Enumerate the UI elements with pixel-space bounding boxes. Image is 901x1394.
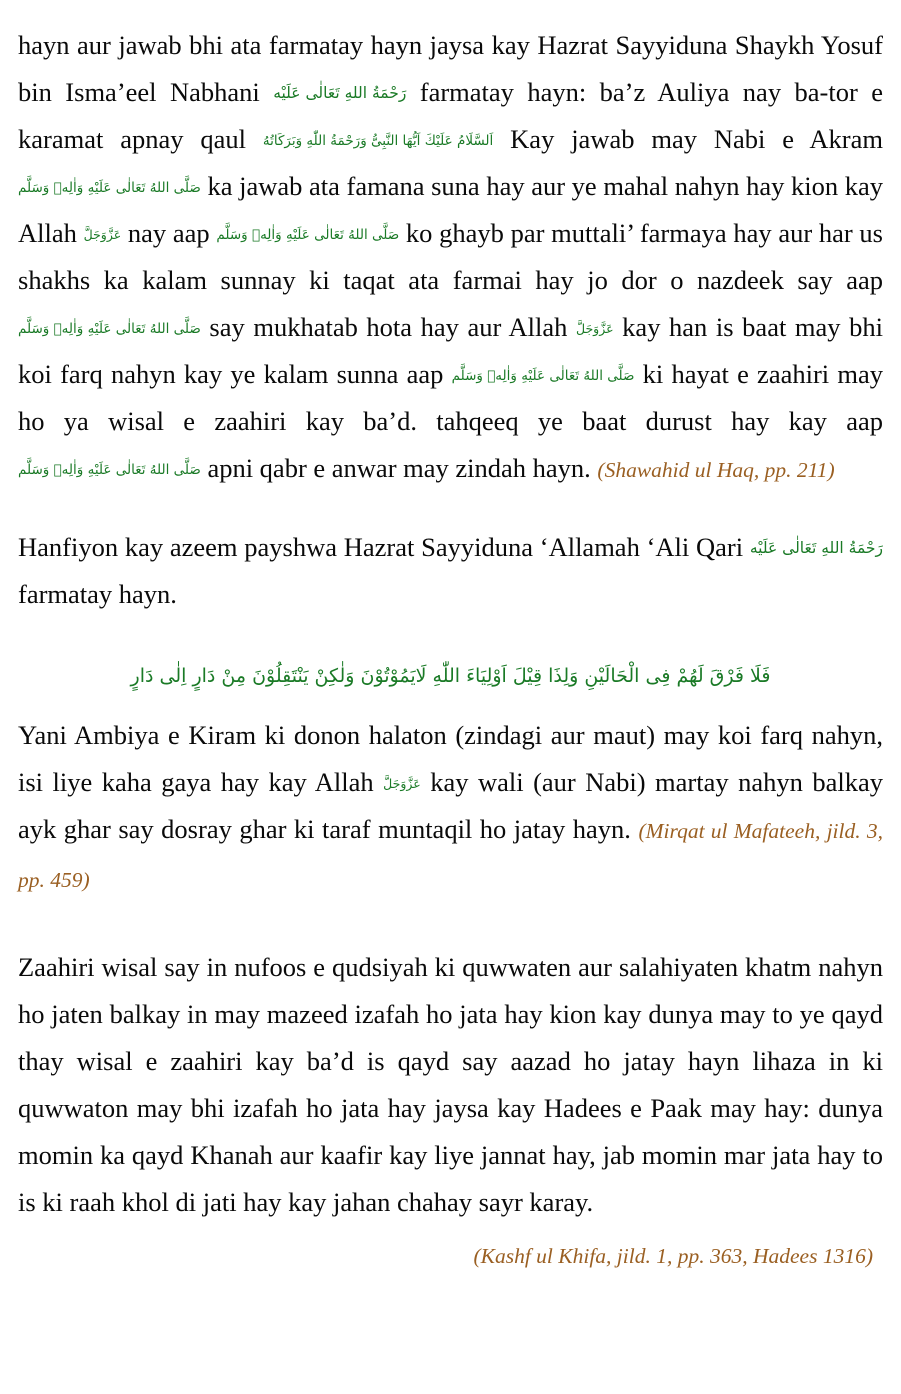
- p1-segment-1: hayn aur jawab bhi ata farmatay hayn jaysa kay Hazrat Sayyiduna Shaykh Yosuf bin Isma’eel Nabhani: [18, 30, 883, 107]
- citation-kashf-ul-khifa: (Kashf ul Khifa, jild. 1, pp. 363, Hadees 1316): [473, 1244, 873, 1269]
- honorific-azzawajal-icon-3: عَزَّوَجَلَّ: [383, 776, 421, 792]
- p1-segment-7: say mukhatab hota hay aur Allah: [200, 312, 576, 342]
- citation-mirqat-ul-mafateeh: (Mirqat ul Mafateeh, jild. 3, pp. 459): [18, 819, 884, 893]
- honorific-sallallahu-icon-3: صَلَّی اللهُ تَعَالٰی عَلَیْهِ وَاٰلِهٖ وَسَلَّم: [18, 321, 201, 337]
- paragraph-gap-3: [18, 694, 883, 712]
- p1-segment-4: ka jawab ata famana suna hay aur ye mahal nahyn hay kion kay Allah: [18, 171, 883, 248]
- paragraph-three: [18, 712, 883, 904]
- p1-segment-2: farmatay hayn: ba’z Auliya nay ba-tor e karamat apnay qaul: [18, 77, 883, 154]
- paragraph-gap-4: [18, 904, 883, 944]
- honorific-azzawajal-icon-2: عَزَّوَجَلَّ: [575, 321, 614, 336]
- p2-segment-2: farmatay hayn.: [18, 579, 177, 609]
- paragraph-four: Zaahiri wisal say in nufoos e qudsiyah ki quwwaten aur salahiyaten khatm nahyn ho jaten balkay in may mazeed izafah ho jata hay kion kay dunya may to ye qayd thay wisal e zaahiri kay ba’d is qayd say aazad ho jatay hayn lihaza in ki quwwaton may bhi izafah ho jata hay jaysa kay Hadees e Paak may hay: dunya momin ka qayd Khanah aur kaafir kay liye jannat hay, jab momin mar jata hay to is ki raah khol di jati hay kay jahan chahay sayr karay.: [18, 952, 883, 1218]
- honorific-sallallahu-icon-5: صَلَّی اللهُ تَعَالٰی عَلَیْهِ وَاٰلِهٖ وَسَلَّم: [18, 462, 201, 478]
- paragraph-gap-1: [18, 494, 883, 524]
- citation-shawahid-ul-haq: (Shawahid ul Haq, pp. 211): [597, 458, 835, 482]
- honorific-sallallahu-icon-4: صَلَّی اللهُ تَعَالٰی عَلَیْهِ وَاٰلِهٖ وَسَلَّم: [451, 368, 635, 384]
- arabic-quotation-line: فَلَا فَرْقَ لَهُمْ فِی الْحَالَیْنِ وَلِذَا قِیْلَ اَوْلِیَاءَ اللّٰهِ لَایَمُوْتُوْنَ وَلٰكِنْ یَنْتَقِلُوْنَ مِنْ دَارٍ اِلٰی دَارٍ: [130, 665, 771, 687]
- p1-segment-5: nay aap: [121, 218, 217, 248]
- honorific-rahmatullah-icon: رَحْمَةُ اللهِ تَعَالٰی عَلَیْه: [273, 84, 407, 102]
- p2-segment-1: Hanfiyon kay azeem payshwa Hazrat Sayyiduna ‘Allamah ‘Ali Qari: [18, 532, 750, 562]
- honorific-sallallahu-icon-2: صَلَّی اللهُ تَعَالٰی عَلَیْهِ وَاٰلِهٖ وَسَلَّم: [216, 227, 400, 243]
- p1-segment-6: ko ghayb par muttali’ farmaya hay aur har us shakhs ka kalam sunnay ki taqat ata farmai hay jo dor o nazdeek say aap: [18, 218, 883, 295]
- paragraph-one: [18, 22, 883, 494]
- arabic-salam-quote: اَلسَّلَامُ عَلَیْكَ اَیُّهَا النَّبِیُّ وَرَحْمَةُ اللّٰهِ وَبَرَكَاتُهُ: [262, 133, 494, 149]
- paragraph-gap-5: [18, 1226, 883, 1244]
- honorific-rahmatullah-icon-2: رَحْمَةُ اللهِ تَعَالٰی عَلَیْه: [749, 539, 883, 557]
- p1-segment-9: ki hayat e zaahiri may ho ya wisal e zaahiri kay ba’d. tahqeeq ye baat durust hay kay aap: [18, 359, 883, 436]
- p1-segment-8: kay han is baat may bhi koi farq nahyn kay ye kalam sunna aap: [18, 312, 883, 389]
- p1-segment-3: Kay jawab may Nabi e Akram: [493, 124, 884, 154]
- p1-segment-10: apni qabr e anwar may zindah hayn.: [200, 453, 598, 483]
- p3-segment-1: Yani Ambiya e Kiram ki donon halaton (zindagi aur maut) may koi farq nahyn, isi liye kaha gaya hay kay Allah: [18, 720, 883, 798]
- paragraph-gap-2: [18, 618, 883, 658]
- p3-segment-2: kay wali (aur Nabi) martay nahyn balkay ayk ghar say dosray ghar ki taraf muntaqil ho jatay hayn.: [18, 767, 883, 845]
- honorific-sallallahu-icon-1: صَلَّی اللهُ تَعَالٰی عَلَیْهِ وَاٰلِهٖ وَسَلَّم: [18, 180, 201, 196]
- paragraph-two: [18, 524, 883, 618]
- honorific-azzawajal-icon-1: عَزَّوَجَلَّ: [83, 227, 122, 242]
